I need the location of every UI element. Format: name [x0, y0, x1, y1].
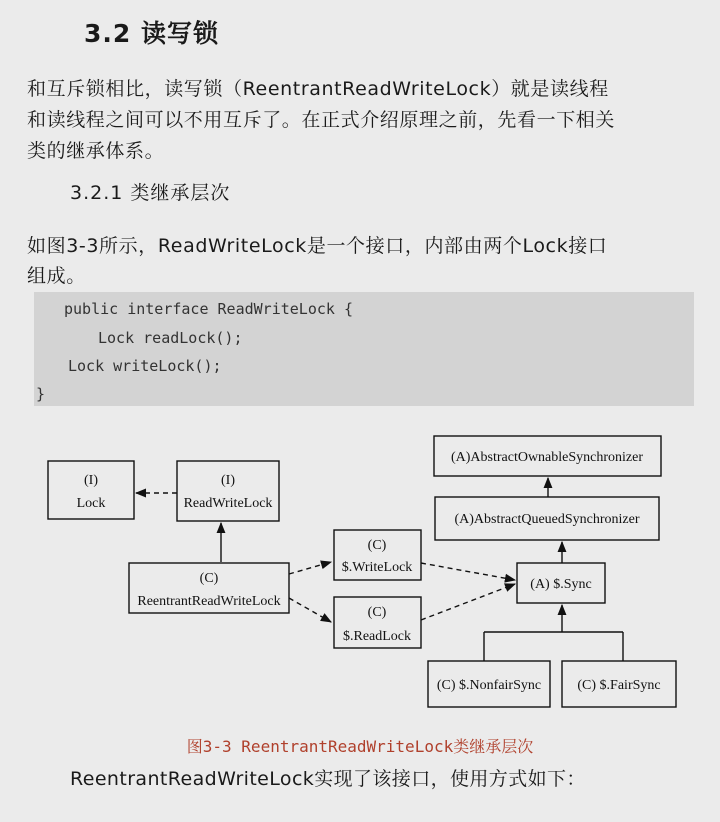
code-line-3: Lock writeLock();: [68, 357, 222, 375]
lock-interface-box: [48, 461, 134, 519]
readlock-name: $.ReadLock: [342, 629, 412, 644]
closing-text: ReentrantReadWriteLock实现了该接口，使用方式如下：: [70, 768, 586, 790]
description-line-1: 如图3-3所示，ReadWriteLock是一个接口，内部由两个Lock接口: [27, 235, 608, 257]
nonfairsync-class-box: [428, 661, 550, 707]
writelock-class-box: [334, 530, 421, 580]
code-line-4: }: [36, 385, 46, 403]
subsection-heading: 3.2.1 类继承层次: [70, 182, 231, 204]
sync-class-box: [517, 563, 605, 603]
code-line-2: Lock readLock();: [98, 329, 243, 347]
writelock-kind: (C): [367, 538, 387, 553]
reentrant-rwl-class-box: [129, 563, 289, 613]
readwritelock-interface-box: [177, 461, 279, 521]
writelock-name: $.WriteLock: [341, 560, 413, 575]
readwritelock-name: ReadWriteLock: [183, 496, 273, 511]
fairsync-label: (C) $.FairSync: [577, 678, 661, 693]
intro-line-2: 和读线程之间可以不用互斥了。在正式介绍原理之前，先看一下相关: [27, 109, 616, 131]
reentrant-rwl-name: ReentrantReadWriteLock: [137, 594, 281, 609]
lock-kind: (I): [84, 473, 98, 488]
figure-caption: 图3-3 ReentrantReadWriteLock类继承层次: [186, 737, 534, 756]
readlock-kind: (C): [367, 605, 387, 620]
nonfairsync-label: (C) $.NonfairSync: [436, 678, 542, 693]
aqs-class-box: [435, 497, 659, 540]
fairsync-class-box: [562, 661, 676, 707]
aos-class-box: [434, 436, 661, 476]
reentrant-rwl-kind: (C): [199, 571, 219, 586]
intro-line-3: 类的继承体系。: [27, 140, 165, 162]
code-line-1: public interface ReadWriteLock {: [64, 300, 353, 318]
intro-line-1: 和互斥锁相比，读写锁（ReentrantReadWriteLock）就是读线程: [27, 78, 609, 100]
aos-label: (A)AbstractOwnableSynchronizer: [450, 450, 644, 465]
sync-label: (A) $.Sync: [530, 577, 592, 592]
description-line-2: 组成。: [27, 265, 86, 287]
section-heading: 3.2 读写锁: [84, 19, 219, 48]
readlock-class-box: [334, 597, 421, 648]
aqs-label: (A)AbstractQueuedSynchronizer: [454, 512, 640, 527]
lock-name: Lock: [76, 496, 106, 511]
readwritelock-kind: (I): [221, 473, 235, 488]
